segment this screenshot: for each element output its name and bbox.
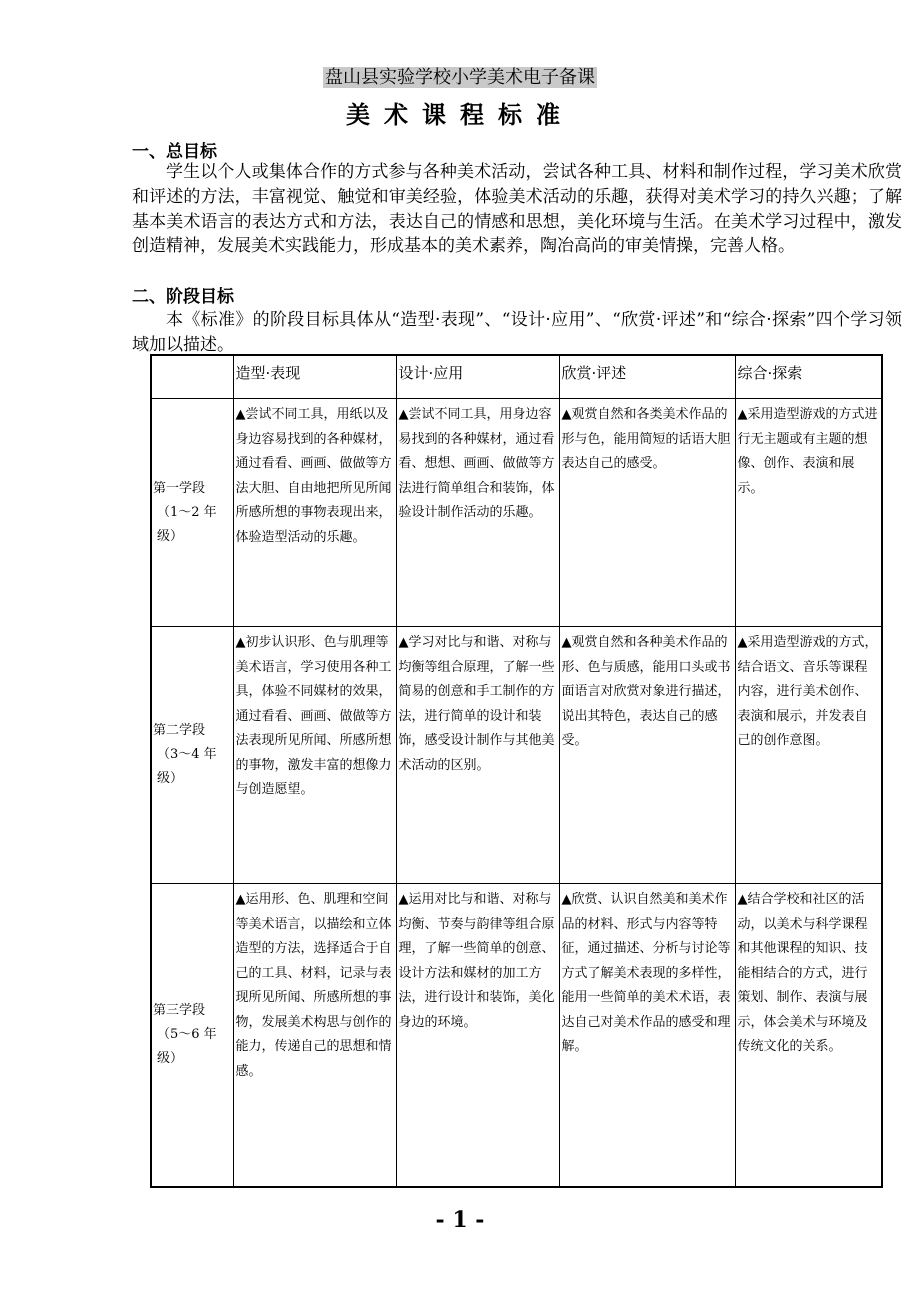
stage-goals-table xyxy=(150,354,883,1188)
column-header: 欣赏·评述 xyxy=(559,355,735,399)
table-cell: ▲运用对比与和谐、对称与均衡、节奏与韵律等组合原理，了解一些简单的创意、设计方法和媒材的加工方法，进行设计和装饰，美化身边的环境。 xyxy=(396,884,559,1187)
table-row xyxy=(151,627,882,884)
table-cell: ▲采用造型游戏的方式进行无主题或有主题的想像、创作、表演和展示。 xyxy=(735,399,882,627)
table-cell: ▲欣赏、认识自然美和美术作品的材料、形式与内容等特征，通过描述、分析与讨论等方式了解美术表现的多样性，能用一些简单的美术术语，表达自己对美术作品的感受和理解。 xyxy=(559,884,735,1187)
table-row xyxy=(151,399,882,627)
table-cell: ▲结合学校和社区的活动，以美术与科学课程和其他课程的知识、技能相结合的方式，进行策划、制作、表演与展示，体会美术与环境及传统文化的关系。 xyxy=(735,884,882,1187)
table-corner-cell xyxy=(151,355,233,399)
stage-label-cell xyxy=(151,884,233,1187)
stage-grade: （1～2 年级） xyxy=(157,504,217,544)
table-cell: ▲观赏自然和各类美术作品的形与色，能用简短的话语大胆表达自己的感受。 xyxy=(559,399,735,627)
table-header-row xyxy=(151,355,882,399)
table-cell: ▲学习对比与和谐、对称与均衡等组合原理，了解一些简易的创意和手工制作的方法，进行简单的设计和装饰，感受设计制作与其他美术活动的区别。 xyxy=(396,627,559,884)
page-number: - 1 - xyxy=(435,1207,485,1233)
stage-name: 第二学段 xyxy=(153,723,206,738)
column-header: 综合·探索 xyxy=(735,355,882,399)
document-title: 美术课程标准 xyxy=(346,100,574,129)
stage-label-cell xyxy=(151,627,233,884)
section-heading-overall-goal: 一、总目标 xyxy=(132,142,217,162)
table-cell: ▲尝试不同工具，用身边容易找到的各种媒材，通过看看、想想、画画、做做等方法进行简单组合和装饰，体验设计制作活动的乐趣。 xyxy=(396,399,559,627)
stage-label-cell xyxy=(151,399,233,627)
stage-name: 第一学段 xyxy=(153,480,206,496)
section-heading-stage-goals: 二、阶段目标 xyxy=(132,287,234,307)
page-header xyxy=(0,66,920,90)
stage-grade: （3～4 年级） xyxy=(157,747,217,786)
section-body-overall-goal: 学生以个人或集体合作的方式参与各种美术活动，尝试各种工具、材料和制作过程，学习美术欣赏和评述的方法，丰富视觉、触觉和审美经验，体验美术活动的乐趣，获得对美术学习的持久兴趣；了解基本美术语言的表达方式和方法，表达自己的情感和思想，美化环境与生活。在美术学习过程中，激发创造精神，发展美术实践能力，形成基本的美术素养，陶冶高尚的审美情操，完善人格。 xyxy=(132,162,902,257)
column-header: 造型·表现 xyxy=(233,355,396,399)
table-cell: ▲运用形、色、肌理和空间等美术语言，以描绘和立体造型的方法，选择适合于自己的工具、材料，记录与表现所见所闻、所感所想的事物，发展美术构思与创作的能力，传递自己的思想和情感。 xyxy=(233,884,396,1187)
stage-grade: （5～6 年级） xyxy=(157,1026,217,1066)
section-body-stage-goals: 本《标准》的阶段目标具体从“造型·表现”、“设计·应用”、“欣赏·评述”和“综合·探索”四个学习领域加以描述。 xyxy=(132,310,902,355)
column-header: 设计·应用 xyxy=(396,355,559,399)
header-text: 盘山县实验学校小学美术电子备课 xyxy=(325,67,595,88)
stage-name: 第三学段 xyxy=(153,1002,206,1018)
table-cell: ▲初步认识形、色与肌理等美术语言，学习使用各种工具，体验不同媒材的效果，通过看看、画画、做做等方法表现所见所闻、所感所想的事物，激发丰富的想像力与创造愿望。 xyxy=(233,627,396,884)
table-cell: ▲尝试不同工具，用纸以及身边容易找到的各种媒材，通过看看、画画、做做等方法大胆、自由地把所见所闻所感所想的事物表现出来，体验造型活动的乐趣。 xyxy=(233,399,396,627)
table-cell: ▲观赏自然和各种美术作品的形、色与质感，能用口头或书面语言对欣赏对象进行描述，说出其特色，表达自己的感受。 xyxy=(559,627,735,884)
table-cell: ▲采用造型游戏的方式，结合语文、音乐等课程内容，进行美术创作、表演和展示，并发表自己的创作意图。 xyxy=(735,627,882,884)
table-row xyxy=(151,884,882,1187)
